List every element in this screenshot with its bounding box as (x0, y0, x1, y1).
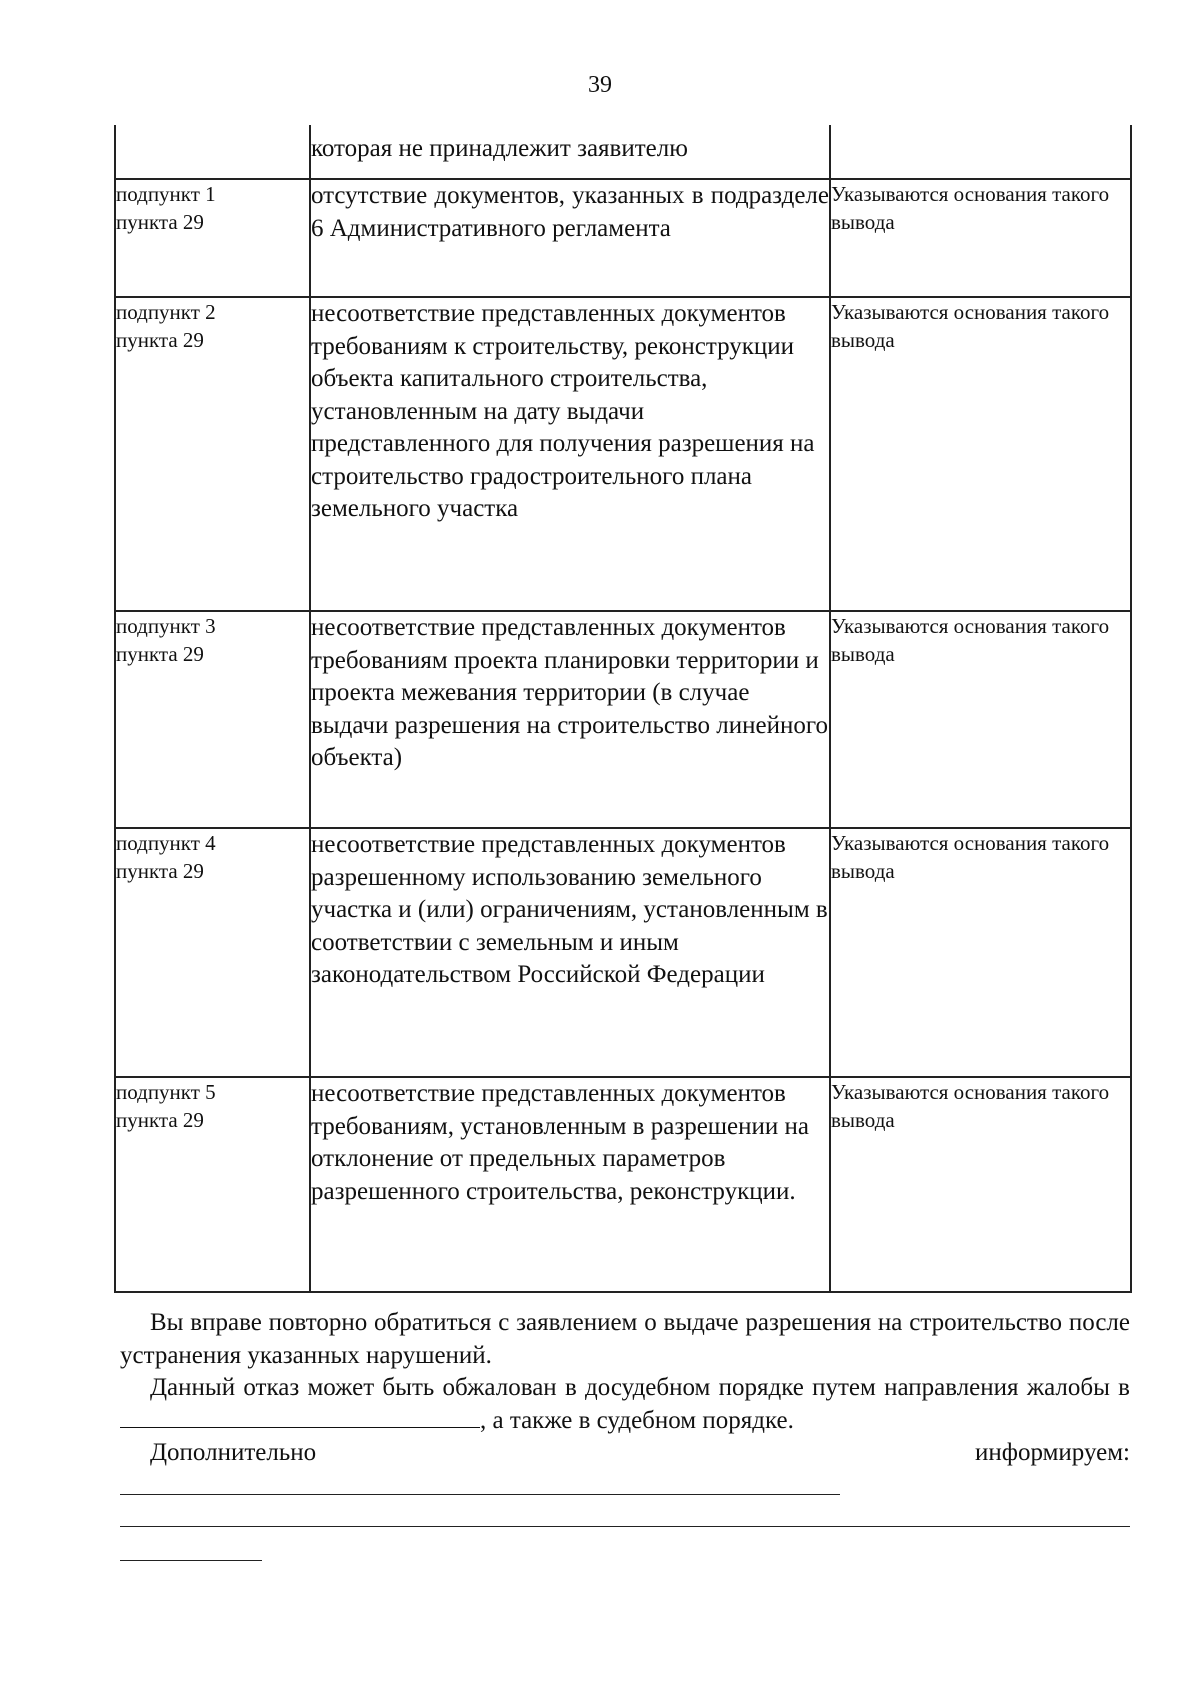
additional-label: Дополнительно (150, 1439, 317, 1466)
ref-subitem: подпункт 5 (116, 1080, 216, 1104)
reason-cell: несоответствие представленных документов требованиям к строительству, реконструкции объекта капитального строительства, установленным на дату выдачи представленного для получения разрешения на строительство градостроительного плана земельного участка (310, 297, 830, 611)
table-row (115, 297, 1131, 611)
conclusion-cell: Указываются основания такого вывода (830, 611, 1131, 828)
reason-cell: несоответствие представленных документов разрешенному использованию земельного участка и (или) ограничениям, установленным в соответствии с земельным и иным законодательством Российской Федерации (310, 828, 830, 1077)
table-row (115, 611, 1131, 828)
fill-line-2[interactable] (120, 1526, 1130, 1527)
table-row (115, 1077, 1131, 1292)
fill-line-3[interactable] (120, 1560, 262, 1561)
ref-subitem: подпункт 4 (116, 831, 216, 855)
conclusion-cell: Указываются основания такого вывода (830, 1077, 1131, 1292)
ref-item: пункта 29 (116, 328, 204, 352)
refusal-grounds-table (114, 125, 1132, 1293)
fill-line-1[interactable] (120, 1494, 840, 1495)
ref-subitem: подпункт 2 (116, 300, 216, 324)
ref-cell (115, 297, 310, 611)
appeal-authority-blank[interactable] (120, 1405, 480, 1428)
appeal-text-after: , а также в судебном порядке. (480, 1406, 794, 1434)
conclusion-cell (830, 125, 1131, 179)
paragraph-reapply: Вы вправе повторно обратиться с заявлением о выдаче разрешения на строительство после устранения указанных нарушений. (120, 1309, 1130, 1369)
conclusion-cell: Указываются основания такого вывода (830, 297, 1131, 611)
appeal-text-before: Данный отказ может быть обжалован в досудебном порядке путем направления жалобы в (150, 1374, 1130, 1401)
conclusion-cell: Указываются основания такого вывода (830, 828, 1131, 1077)
conclusion-cell: Указываются основания такого вывода (830, 179, 1131, 297)
ref-cell (115, 1077, 310, 1292)
table-row-continuation (115, 125, 1131, 179)
reason-cell: несоответствие представленных документов требованиям проекта планировки территории и проекта межевания территории (в случае выдачи разрешения на строительство линейного объекта) (310, 611, 830, 828)
reason-cell: которая не принадлежит заявителю (310, 125, 830, 179)
ref-item: пункта 29 (116, 859, 204, 883)
ref-item: пункта 29 (116, 1108, 204, 1132)
table-row (115, 179, 1131, 297)
ref-cell (115, 611, 310, 828)
inform-label: информируем: (975, 1439, 1130, 1466)
table-row (115, 828, 1131, 1077)
ref-item: пункта 29 (116, 642, 204, 666)
body-text (120, 1307, 1130, 1470)
ref-cell (115, 179, 310, 297)
ref-subitem: подпункт 3 (116, 614, 216, 638)
ref-cell (115, 125, 310, 179)
ref-cell (115, 828, 310, 1077)
paragraph-additional-info (120, 1437, 1130, 1470)
paragraph-appeal (120, 1372, 1130, 1437)
page-number: 39 (588, 72, 612, 98)
reason-cell: несоответствие представленных документов требованиям, установленным в разрешении на отклонение от предельных параметров разрешенного строительства, реконструкции. (310, 1077, 830, 1292)
ref-subitem: подпункт 1 (116, 182, 216, 206)
reason-cell: отсутствие документов, указанных в подразделе 6 Административного регламента (310, 179, 830, 297)
ref-item: пункта 29 (116, 210, 204, 234)
